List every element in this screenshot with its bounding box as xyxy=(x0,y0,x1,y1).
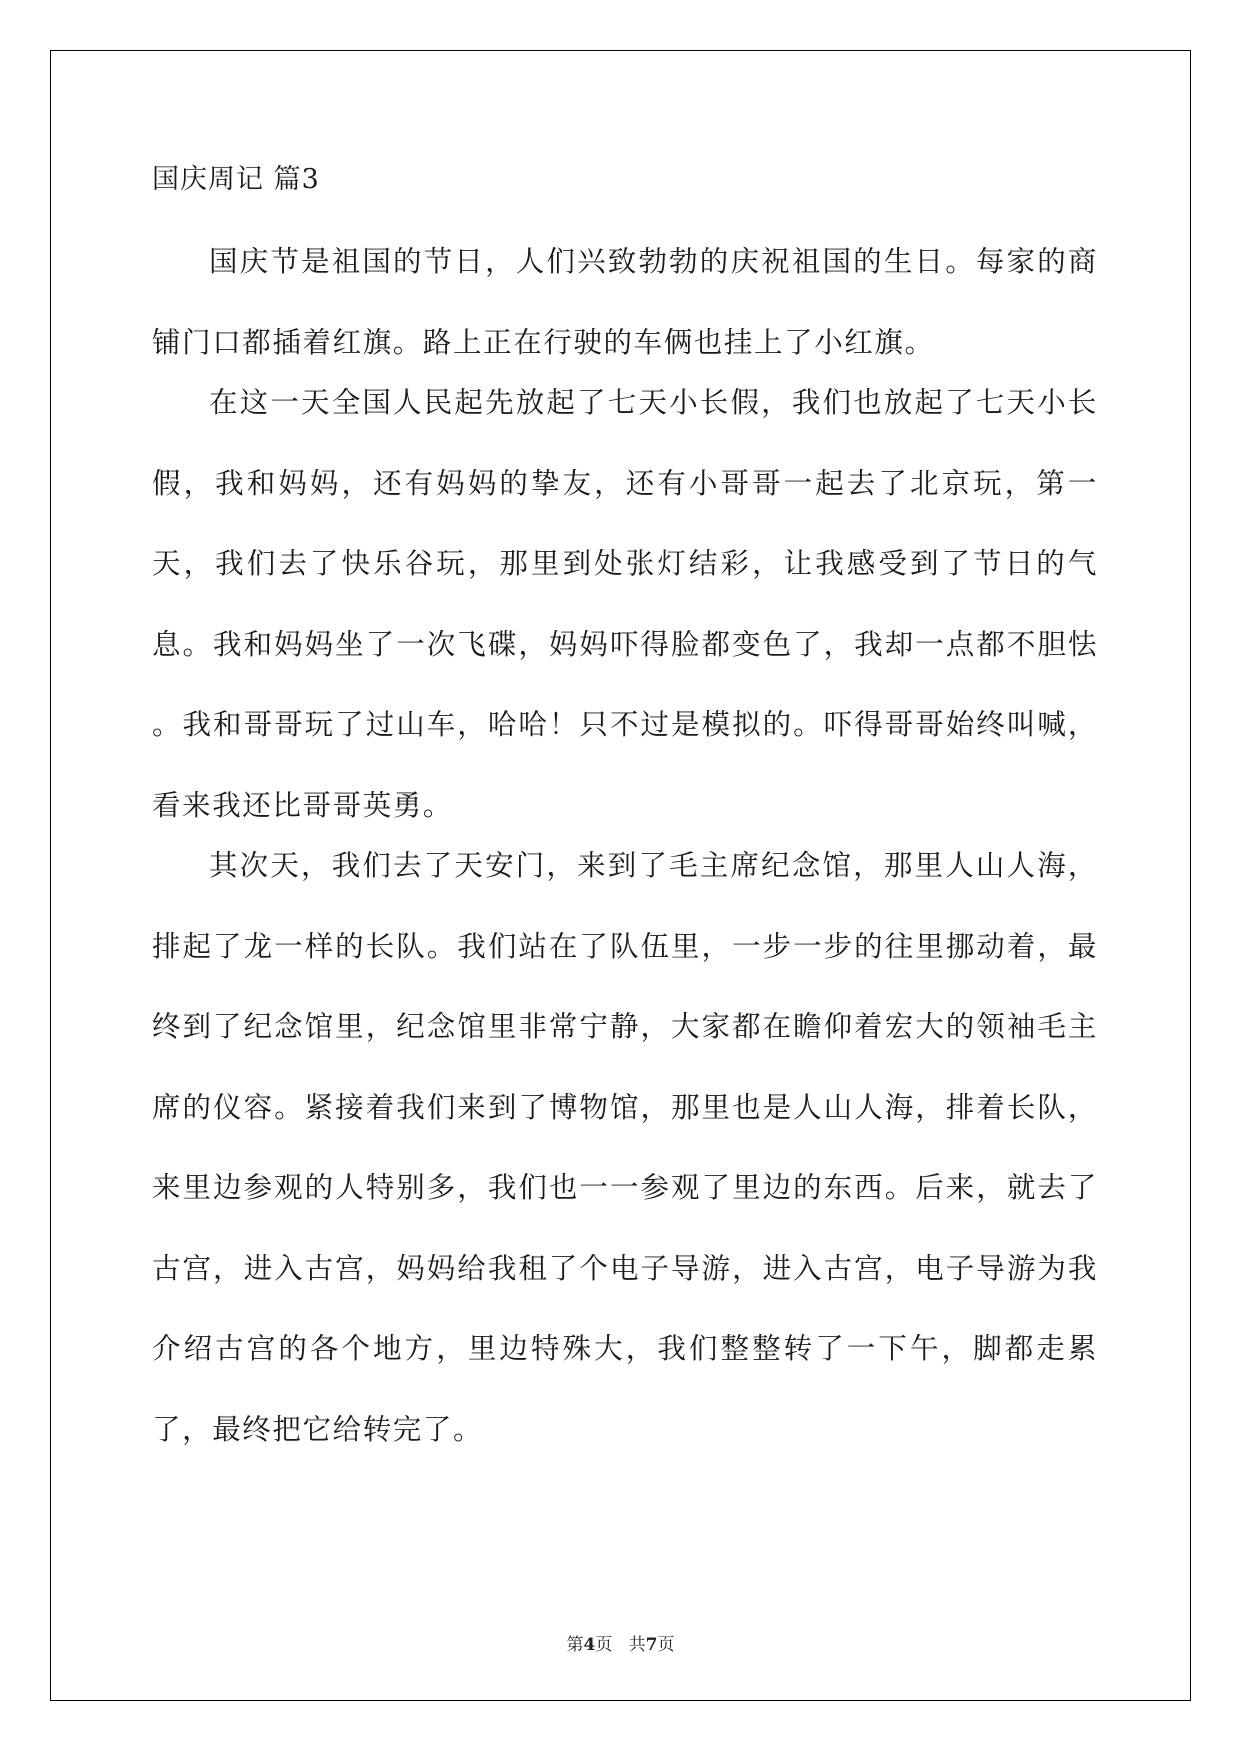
paragraph-1: 国庆节是祖国的节日，人们兴致勃勃的庆祝祖国的生日。每家的商铺门口都插着红旗。路上正在行驶的车俩也挂上了小红旗。 xyxy=(152,245,1098,359)
paragraph-2: 在这一天全国人民起先放起了七天小长假，我们也放起了七天小长假，我和妈妈，还有妈妈的挚友，还有小哥哥一起去了北京玩，第一天，我们去了快乐谷玩，那里到处张灯结彩，让我感受到了节日的气息。我和妈妈坐了一次飞碟，妈妈吓得脸都变色了，我却一点都不胆怯 。我和哥哥玩了过山车，哈哈！只不过是模拟的。吓得哥哥始终叫喊，看来我还比哥哥英勇。 xyxy=(152,386,1098,822)
page-prefix: 第 xyxy=(566,1635,584,1655)
document-body xyxy=(152,160,1098,1470)
paragraph-3: 其次天，我们去了天安门，来到了毛主席纪念馆，那里人山人海，排起了龙一样的长队。我们站在了队伍里，一步一步的往里挪动着，最终到了纪念馆里，纪念馆里非常宁静，大家都在瞻仰着宏大的领袖毛主席的仪容。紧接着我们来到了博物馆，那里也是人山人海，排着长队，来里边参观的人特别多，我们也一一参观了里边的东西。后来，就去了古宫，进入古宫，妈妈给我租了个电子导游，进入古宫，电子导游为我介绍古宫的各个地方，里边特殊大，我们整整转了一下午，脚都走累了，最终把它给转完了。 xyxy=(152,849,1098,1446)
page-footer xyxy=(0,1630,1241,1655)
total-suffix: 页 xyxy=(657,1635,675,1655)
current-page-number: 4 xyxy=(583,1635,596,1655)
total-pages-number: 7 xyxy=(645,1635,658,1655)
document-title: 国庆周记 篇3 xyxy=(152,164,320,195)
page-suffix: 页 xyxy=(595,1635,613,1655)
total-prefix: 共 xyxy=(628,1635,646,1655)
